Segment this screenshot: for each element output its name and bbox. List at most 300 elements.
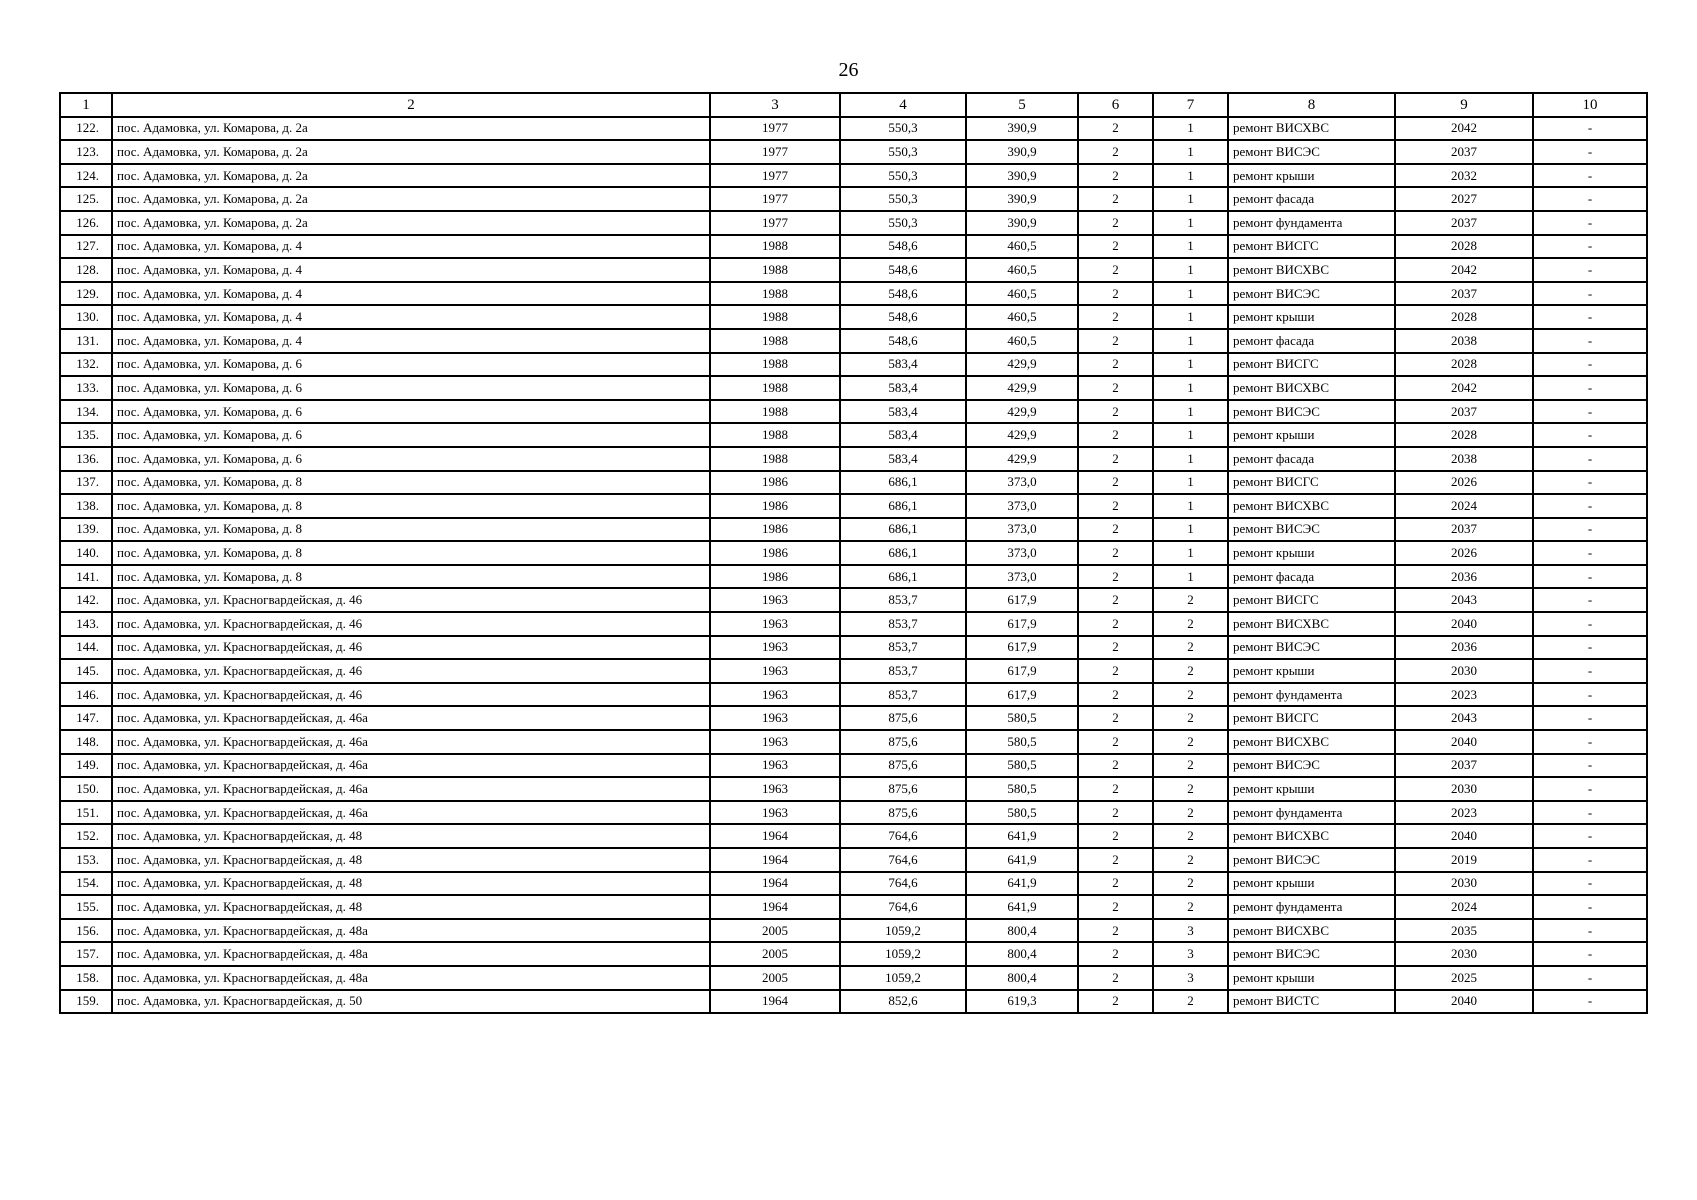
cell-row-number: 153.	[60, 848, 112, 872]
column-header-2: 2	[112, 93, 710, 117]
cell-row-number: 147.	[60, 706, 112, 730]
cell-row-number: 150.	[60, 777, 112, 801]
cell-total-area: 550,3	[840, 140, 966, 164]
cell-planned-year: 2028	[1395, 423, 1533, 447]
cell-total-area: 548,6	[840, 235, 966, 259]
cell-floors: 2	[1078, 824, 1153, 848]
cell-note: -	[1533, 754, 1647, 778]
cell-year: 1977	[710, 164, 840, 188]
cell-total-area: 875,6	[840, 730, 966, 754]
cell-year: 1964	[710, 990, 840, 1014]
cell-note: -	[1533, 353, 1647, 377]
cell-total-area: 548,6	[840, 282, 966, 306]
cell-note: -	[1533, 612, 1647, 636]
column-header-9: 9	[1395, 93, 1533, 117]
cell-row-number: 129.	[60, 282, 112, 306]
cell-floors: 2	[1078, 211, 1153, 235]
cell-planned-year: 2030	[1395, 659, 1533, 683]
cell-address: пос. Адамовка, ул. Красногвардейская, д. 48	[112, 848, 710, 872]
cell-year: 1964	[710, 824, 840, 848]
table-row	[60, 423, 1647, 447]
cell-living-area: 373,0	[966, 565, 1078, 589]
cell-note: -	[1533, 423, 1647, 447]
cell-address: пос. Адамовка, ул. Комарова, д. 6	[112, 447, 710, 471]
cell-total-area: 583,4	[840, 423, 966, 447]
cell-floors: 2	[1078, 187, 1153, 211]
cell-address: пос. Адамовка, ул. Комарова, д. 2а	[112, 117, 710, 141]
cell-entrances: 2	[1153, 706, 1228, 730]
cell-address: пос. Адамовка, ул. Красногвардейская, д. 48	[112, 895, 710, 919]
cell-living-area: 373,0	[966, 518, 1078, 542]
cell-row-number: 142.	[60, 588, 112, 612]
cell-entrances: 1	[1153, 423, 1228, 447]
cell-address: пос. Адамовка, ул. Красногвардейская, д. 46а	[112, 754, 710, 778]
table-row	[60, 942, 1647, 966]
cell-note: -	[1533, 683, 1647, 707]
cell-address: пос. Адамовка, ул. Комарова, д. 2а	[112, 140, 710, 164]
cell-floors: 2	[1078, 659, 1153, 683]
column-header-7: 7	[1153, 93, 1228, 117]
header-row	[60, 93, 1647, 117]
cell-entrances: 2	[1153, 659, 1228, 683]
cell-work-type: ремонт фасада	[1228, 187, 1395, 211]
cell-year: 1963	[710, 706, 840, 730]
cell-address: пос. Адамовка, ул. Комарова, д. 4	[112, 258, 710, 282]
table-body	[60, 117, 1647, 1014]
cell-address: пос. Адамовка, ул. Комарова, д. 8	[112, 494, 710, 518]
cell-address: пос. Адамовка, ул. Красногвардейская, д. 46а	[112, 777, 710, 801]
cell-address: пос. Адамовка, ул. Красногвардейская, д. 46а	[112, 801, 710, 825]
table-row	[60, 636, 1647, 660]
cell-living-area: 460,5	[966, 282, 1078, 306]
cell-total-area: 686,1	[840, 471, 966, 495]
cell-row-number: 157.	[60, 942, 112, 966]
cell-floors: 2	[1078, 919, 1153, 943]
cell-total-area: 764,6	[840, 824, 966, 848]
cell-work-type: ремонт ВИСЭС	[1228, 282, 1395, 306]
cell-row-number: 122.	[60, 117, 112, 141]
cell-note: -	[1533, 400, 1647, 424]
table-row	[60, 282, 1647, 306]
cell-planned-year: 2040	[1395, 990, 1533, 1014]
cell-year: 1963	[710, 683, 840, 707]
cell-row-number: 140.	[60, 541, 112, 565]
cell-planned-year: 2026	[1395, 541, 1533, 565]
cell-living-area: 373,0	[966, 471, 1078, 495]
cell-living-area: 617,9	[966, 612, 1078, 636]
cell-living-area: 641,9	[966, 848, 1078, 872]
cell-total-area: 583,4	[840, 376, 966, 400]
cell-floors: 2	[1078, 541, 1153, 565]
cell-address: пос. Адамовка, ул. Комарова, д. 4	[112, 305, 710, 329]
table-row	[60, 966, 1647, 990]
cell-entrances: 1	[1153, 211, 1228, 235]
cell-address: пос. Адамовка, ул. Красногвардейская, д. 46	[112, 612, 710, 636]
cell-row-number: 158.	[60, 966, 112, 990]
table-row	[60, 824, 1647, 848]
cell-note: -	[1533, 824, 1647, 848]
cell-address: пос. Адамовка, ул. Комарова, д. 8	[112, 471, 710, 495]
cell-living-area: 390,9	[966, 211, 1078, 235]
table-row	[60, 754, 1647, 778]
cell-work-type: ремонт ВИСЭС	[1228, 400, 1395, 424]
cell-floors: 2	[1078, 895, 1153, 919]
cell-planned-year: 2040	[1395, 824, 1533, 848]
table-row	[60, 801, 1647, 825]
cell-entrances: 1	[1153, 353, 1228, 377]
cell-total-area: 1059,2	[840, 966, 966, 990]
cell-planned-year: 2027	[1395, 187, 1533, 211]
cell-row-number: 143.	[60, 612, 112, 636]
cell-planned-year: 2030	[1395, 942, 1533, 966]
table-row	[60, 706, 1647, 730]
cell-living-area: 390,9	[966, 117, 1078, 141]
cell-year: 1986	[710, 471, 840, 495]
cell-year: 1977	[710, 211, 840, 235]
cell-planned-year: 2028	[1395, 305, 1533, 329]
cell-living-area: 429,9	[966, 376, 1078, 400]
cell-floors: 2	[1078, 305, 1153, 329]
cell-row-number: 144.	[60, 636, 112, 660]
cell-work-type: ремонт крыши	[1228, 872, 1395, 896]
cell-note: -	[1533, 730, 1647, 754]
cell-row-number: 148.	[60, 730, 112, 754]
column-header-6: 6	[1078, 93, 1153, 117]
cell-year: 1963	[710, 730, 840, 754]
cell-work-type: ремонт крыши	[1228, 777, 1395, 801]
cell-note: -	[1533, 518, 1647, 542]
cell-planned-year: 2043	[1395, 706, 1533, 730]
cell-year: 1988	[710, 235, 840, 259]
cell-total-area: 548,6	[840, 329, 966, 353]
cell-work-type: ремонт крыши	[1228, 423, 1395, 447]
cell-address: пос. Адамовка, ул. Красногвардейская, д. 46а	[112, 730, 710, 754]
cell-planned-year: 2023	[1395, 801, 1533, 825]
cell-entrances: 1	[1153, 471, 1228, 495]
cell-year: 1988	[710, 376, 840, 400]
cell-total-area: 550,3	[840, 187, 966, 211]
cell-year: 1986	[710, 565, 840, 589]
table-row	[60, 471, 1647, 495]
cell-row-number: 127.	[60, 235, 112, 259]
cell-work-type: ремонт крыши	[1228, 659, 1395, 683]
cell-year: 1988	[710, 329, 840, 353]
cell-floors: 2	[1078, 518, 1153, 542]
cell-note: -	[1533, 187, 1647, 211]
table-row	[60, 164, 1647, 188]
cell-total-area: 852,6	[840, 990, 966, 1014]
cell-row-number: 125.	[60, 187, 112, 211]
cell-row-number: 139.	[60, 518, 112, 542]
cell-address: пос. Адамовка, ул. Комарова, д. 4	[112, 329, 710, 353]
table-row	[60, 730, 1647, 754]
cell-entrances: 1	[1153, 541, 1228, 565]
column-header-3: 3	[710, 93, 840, 117]
cell-entrances: 1	[1153, 447, 1228, 471]
cell-entrances: 2	[1153, 612, 1228, 636]
cell-floors: 2	[1078, 990, 1153, 1014]
cell-note: -	[1533, 541, 1647, 565]
cell-entrances: 3	[1153, 919, 1228, 943]
cell-planned-year: 2026	[1395, 471, 1533, 495]
cell-note: -	[1533, 636, 1647, 660]
cell-floors: 2	[1078, 494, 1153, 518]
cell-total-area: 875,6	[840, 754, 966, 778]
table-row	[60, 848, 1647, 872]
cell-year: 1964	[710, 895, 840, 919]
cell-year: 1977	[710, 140, 840, 164]
cell-work-type: ремонт ВИСХВС	[1228, 730, 1395, 754]
cell-planned-year: 2028	[1395, 235, 1533, 259]
table-row	[60, 683, 1647, 707]
cell-floors: 2	[1078, 942, 1153, 966]
cell-planned-year: 2037	[1395, 140, 1533, 164]
cell-work-type: ремонт ВИСГС	[1228, 471, 1395, 495]
cell-row-number: 146.	[60, 683, 112, 707]
cell-year: 1964	[710, 872, 840, 896]
cell-year: 1988	[710, 400, 840, 424]
cell-work-type: ремонт ВИСЭС	[1228, 636, 1395, 660]
registry-table	[59, 92, 1648, 1014]
cell-year: 1963	[710, 754, 840, 778]
cell-year: 1988	[710, 282, 840, 306]
cell-row-number: 159.	[60, 990, 112, 1014]
cell-entrances: 1	[1153, 376, 1228, 400]
cell-work-type: ремонт ВИСХВС	[1228, 919, 1395, 943]
cell-floors: 2	[1078, 966, 1153, 990]
cell-total-area: 686,1	[840, 541, 966, 565]
cell-planned-year: 2037	[1395, 518, 1533, 542]
table-row	[60, 305, 1647, 329]
cell-row-number: 123.	[60, 140, 112, 164]
cell-address: пос. Адамовка, ул. Красногвардейская, д. 50	[112, 990, 710, 1014]
cell-row-number: 126.	[60, 211, 112, 235]
cell-planned-year: 2023	[1395, 683, 1533, 707]
cell-note: -	[1533, 872, 1647, 896]
cell-work-type: ремонт ВИСХВС	[1228, 376, 1395, 400]
cell-row-number: 133.	[60, 376, 112, 400]
cell-row-number: 138.	[60, 494, 112, 518]
cell-total-area: 764,6	[840, 895, 966, 919]
table-row	[60, 187, 1647, 211]
table-row	[60, 565, 1647, 589]
cell-total-area: 583,4	[840, 353, 966, 377]
cell-entrances: 1	[1153, 400, 1228, 424]
cell-work-type: ремонт ВИСХВС	[1228, 824, 1395, 848]
cell-row-number: 156.	[60, 919, 112, 943]
cell-note: -	[1533, 471, 1647, 495]
cell-floors: 2	[1078, 848, 1153, 872]
cell-total-area: 853,7	[840, 683, 966, 707]
cell-address: пос. Адамовка, ул. Комарова, д. 8	[112, 565, 710, 589]
cell-row-number: 131.	[60, 329, 112, 353]
cell-floors: 2	[1078, 612, 1153, 636]
cell-entrances: 3	[1153, 966, 1228, 990]
cell-year: 1963	[710, 777, 840, 801]
table-row	[60, 659, 1647, 683]
cell-address: пос. Адамовка, ул. Красногвардейская, д. 46а	[112, 706, 710, 730]
cell-address: пос. Адамовка, ул. Комарова, д. 8	[112, 518, 710, 542]
cell-total-area: 853,7	[840, 588, 966, 612]
cell-row-number: 152.	[60, 824, 112, 848]
cell-entrances: 1	[1153, 565, 1228, 589]
cell-row-number: 136.	[60, 447, 112, 471]
cell-floors: 2	[1078, 730, 1153, 754]
cell-year: 1986	[710, 518, 840, 542]
cell-year: 1963	[710, 801, 840, 825]
cell-address: пос. Адамовка, ул. Красногвардейская, д. 48	[112, 872, 710, 896]
cell-total-area: 550,3	[840, 164, 966, 188]
cell-total-area: 550,3	[840, 117, 966, 141]
cell-work-type: ремонт ВИСХВС	[1228, 612, 1395, 636]
cell-total-area: 853,7	[840, 636, 966, 660]
cell-entrances: 1	[1153, 140, 1228, 164]
cell-row-number: 141.	[60, 565, 112, 589]
cell-total-area: 550,3	[840, 211, 966, 235]
cell-note: -	[1533, 801, 1647, 825]
cell-entrances: 2	[1153, 754, 1228, 778]
cell-note: -	[1533, 990, 1647, 1014]
cell-planned-year: 2038	[1395, 329, 1533, 353]
cell-entrances: 2	[1153, 588, 1228, 612]
cell-work-type: ремонт фасада	[1228, 565, 1395, 589]
cell-entrances: 1	[1153, 187, 1228, 211]
cell-living-area: 373,0	[966, 494, 1078, 518]
table-row	[60, 612, 1647, 636]
table-row	[60, 329, 1647, 353]
cell-row-number: 130.	[60, 305, 112, 329]
cell-address: пос. Адамовка, ул. Красногвардейская, д. 48а	[112, 919, 710, 943]
cell-total-area: 853,7	[840, 659, 966, 683]
cell-living-area: 580,5	[966, 801, 1078, 825]
cell-note: -	[1533, 305, 1647, 329]
cell-row-number: 134.	[60, 400, 112, 424]
cell-floors: 2	[1078, 471, 1153, 495]
cell-year: 1977	[710, 117, 840, 141]
cell-planned-year: 2025	[1395, 966, 1533, 990]
cell-living-area: 460,5	[966, 329, 1078, 353]
cell-floors: 2	[1078, 282, 1153, 306]
cell-living-area: 460,5	[966, 235, 1078, 259]
cell-work-type: ремонт ВИСЭС	[1228, 140, 1395, 164]
cell-living-area: 580,5	[966, 754, 1078, 778]
cell-work-type: ремонт фундамента	[1228, 211, 1395, 235]
cell-work-type: ремонт крыши	[1228, 541, 1395, 565]
cell-work-type: ремонт ВИСТС	[1228, 990, 1395, 1014]
cell-address: пос. Адамовка, ул. Комарова, д. 6	[112, 423, 710, 447]
cell-entrances: 2	[1153, 683, 1228, 707]
cell-living-area: 373,0	[966, 541, 1078, 565]
cell-living-area: 800,4	[966, 942, 1078, 966]
cell-work-type: ремонт ВИСХВС	[1228, 494, 1395, 518]
cell-year: 2005	[710, 919, 840, 943]
cell-living-area: 390,9	[966, 140, 1078, 164]
cell-work-type: ремонт фасада	[1228, 329, 1395, 353]
column-header-5: 5	[966, 93, 1078, 117]
cell-total-area: 1059,2	[840, 919, 966, 943]
cell-row-number: 128.	[60, 258, 112, 282]
cell-total-area: 686,1	[840, 494, 966, 518]
cell-year: 1986	[710, 494, 840, 518]
cell-address: пос. Адамовка, ул. Комарова, д. 2а	[112, 164, 710, 188]
page-number: 26	[838, 59, 859, 81]
cell-total-area: 853,7	[840, 612, 966, 636]
cell-year: 1963	[710, 612, 840, 636]
cell-note: -	[1533, 777, 1647, 801]
table-row	[60, 447, 1647, 471]
cell-work-type: ремонт ВИСЭС	[1228, 754, 1395, 778]
cell-living-area: 641,9	[966, 824, 1078, 848]
cell-note: -	[1533, 494, 1647, 518]
cell-address: пос. Адамовка, ул. Комарова, д. 4	[112, 235, 710, 259]
table-row	[60, 541, 1647, 565]
cell-note: -	[1533, 848, 1647, 872]
cell-note: -	[1533, 211, 1647, 235]
cell-floors: 2	[1078, 400, 1153, 424]
cell-living-area: 800,4	[966, 919, 1078, 943]
cell-floors: 2	[1078, 140, 1153, 164]
table-row	[60, 376, 1647, 400]
cell-row-number: 151.	[60, 801, 112, 825]
cell-total-area: 1059,2	[840, 942, 966, 966]
cell-planned-year: 2019	[1395, 848, 1533, 872]
cell-total-area: 875,6	[840, 801, 966, 825]
cell-note: -	[1533, 565, 1647, 589]
cell-work-type: ремонт ВИСХВС	[1228, 117, 1395, 141]
cell-note: -	[1533, 706, 1647, 730]
table-row	[60, 258, 1647, 282]
cell-total-area: 875,6	[840, 706, 966, 730]
column-header-8: 8	[1228, 93, 1395, 117]
table-row	[60, 140, 1647, 164]
cell-entrances: 2	[1153, 872, 1228, 896]
cell-address: пос. Адамовка, ул. Комарова, д. 2а	[112, 211, 710, 235]
cell-floors: 2	[1078, 117, 1153, 141]
cell-planned-year: 2036	[1395, 565, 1533, 589]
cell-planned-year: 2040	[1395, 730, 1533, 754]
cell-floors: 2	[1078, 353, 1153, 377]
cell-entrances: 2	[1153, 777, 1228, 801]
cell-living-area: 580,5	[966, 777, 1078, 801]
cell-planned-year: 2037	[1395, 282, 1533, 306]
cell-note: -	[1533, 966, 1647, 990]
cell-address: пос. Адамовка, ул. Комарова, д. 6	[112, 353, 710, 377]
table-row	[60, 895, 1647, 919]
table-row	[60, 235, 1647, 259]
cell-entrances: 1	[1153, 494, 1228, 518]
cell-address: пос. Адамовка, ул. Красногвардейская, д. 48	[112, 824, 710, 848]
cell-note: -	[1533, 919, 1647, 943]
cell-address: пос. Адамовка, ул. Комарова, д. 6	[112, 376, 710, 400]
cell-entrances: 1	[1153, 518, 1228, 542]
cell-planned-year: 2030	[1395, 777, 1533, 801]
cell-year: 1963	[710, 588, 840, 612]
cell-address: пос. Адамовка, ул. Комарова, д. 4	[112, 282, 710, 306]
cell-floors: 2	[1078, 636, 1153, 660]
cell-planned-year: 2030	[1395, 872, 1533, 896]
cell-work-type: ремонт ВИСГС	[1228, 353, 1395, 377]
cell-year: 2005	[710, 966, 840, 990]
cell-living-area: 390,9	[966, 164, 1078, 188]
cell-row-number: 137.	[60, 471, 112, 495]
cell-entrances: 3	[1153, 942, 1228, 966]
cell-floors: 2	[1078, 683, 1153, 707]
cell-address: пос. Адамовка, ул. Красногвардейская, д. 46	[112, 636, 710, 660]
cell-living-area: 580,5	[966, 706, 1078, 730]
cell-note: -	[1533, 235, 1647, 259]
cell-work-type: ремонт ВИСЭС	[1228, 518, 1395, 542]
cell-planned-year: 2028	[1395, 353, 1533, 377]
